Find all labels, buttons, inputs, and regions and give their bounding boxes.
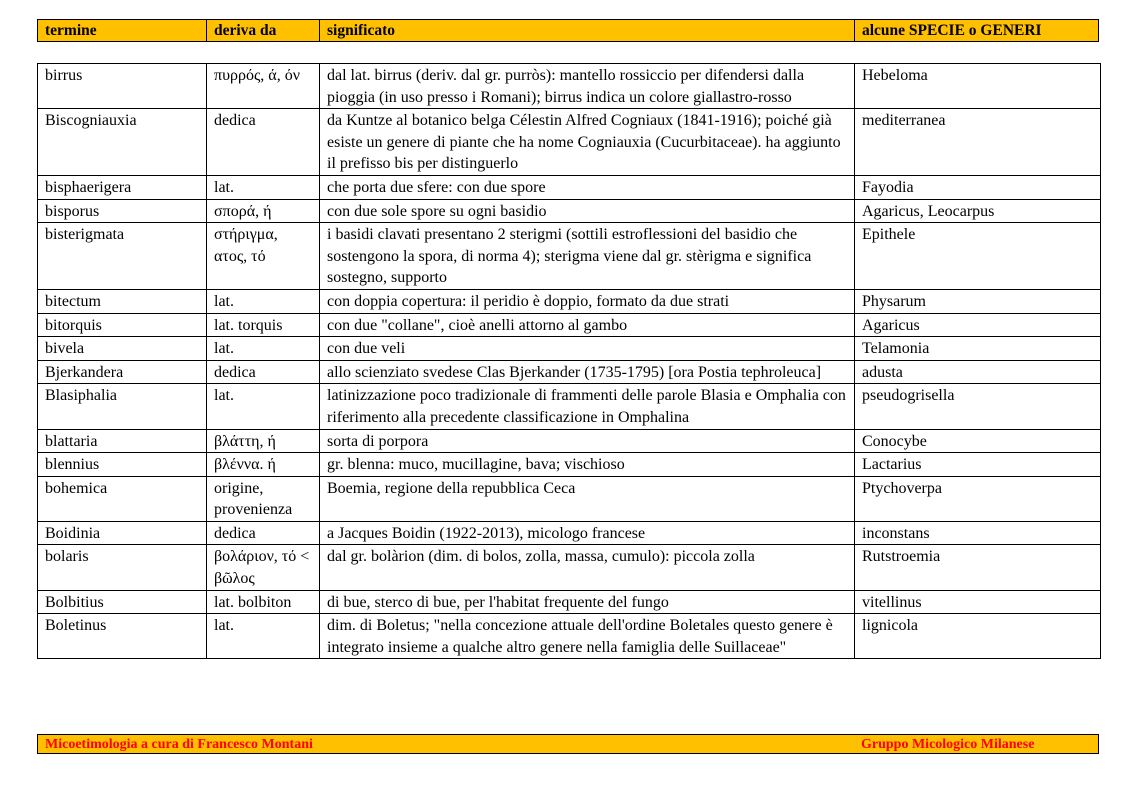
species-cell: mediterranea [855,109,1101,176]
species-cell: pseudogrisella [855,384,1101,429]
term-cell: bolaris [38,545,207,590]
table-row [38,590,1101,614]
table-row [38,289,1101,313]
footer-author: Micoetimologia a cura di Francesco Montani [45,737,313,752]
species-cell: Conocybe [855,429,1101,453]
species-cell: Ptychoverpa [855,476,1101,521]
header-deriva-da: deriva da [206,20,320,41]
footer-bar [37,734,1099,754]
origin-cell: lat. [207,289,320,313]
meaning-cell: latinizzazione poco tradizionale di frammenti delle parole Blasia e Omphalia con riferimento alla precedente classificazione in Omphalina [320,384,855,429]
table-row [38,109,1101,176]
table-row [38,313,1101,337]
meaning-cell: con due "collane", cioè anelli attorno al gambo [320,313,855,337]
origin-cell: βλέννα. ή [207,453,320,477]
meaning-cell: con due sole spore su ogni basidio [320,199,855,223]
table-row [38,521,1101,545]
meaning-cell: a Jacques Boidin (1922-2013), micologo francese [320,521,855,545]
origin-cell: βλάττη, ή [207,429,320,453]
glossary-table [37,63,1101,659]
species-cell: Epithele [855,223,1101,290]
meaning-cell: i basidi clavati presentano 2 sterigmi (sottili estroflessioni del basidio che sostengono la spora, di norma 4); sterigma viene dal gr. stèrigma e significa sostegno, supporto [320,223,855,290]
species-cell: Hebeloma [855,64,1101,109]
species-cell: inconstans [855,521,1101,545]
glossary-table-body [38,64,1101,659]
origin-cell: σπορά, ή [207,199,320,223]
meaning-cell: da Kuntze al botanico belga Célestin Alfred Cogniaux (1841-1916); poiché già esiste un genere di piante che ha nome Cogniauxia (Cucurbitaceae). ha aggiunto il prefisso bis per distinguerlo [320,109,855,176]
table-row [38,360,1101,384]
term-cell: bivela [38,337,207,361]
species-cell: Fayodia [855,175,1101,199]
origin-cell: lat. [207,384,320,429]
species-cell: Telamonia [855,337,1101,361]
term-cell: Boletinus [38,614,207,659]
term-cell: blennius [38,453,207,477]
origin-cell: dedica [207,109,320,176]
species-cell: Rutstroemia [855,545,1101,590]
origin-cell: lat. [207,614,320,659]
meaning-cell: allo scienziato svedese Clas Bjerkander (1735-1795) [ora Postia tephroleuca] [320,360,855,384]
origin-cell: lat. bolbiton [207,590,320,614]
origin-cell: πυρρός, ά, όν [207,64,320,109]
meaning-cell: dim. di Boletus; "nella concezione attuale dell'ordine Boletales questo genere è integrato insieme a qualche altro genere nella famiglia delle Suillaceae" [320,614,855,659]
table-row [38,223,1101,290]
term-cell: Biscogniauxia [38,109,207,176]
term-cell: Boidinia [38,521,207,545]
header-termine: termine [45,22,97,39]
species-cell: lignicola [855,614,1101,659]
table-row [38,64,1101,109]
term-cell: Bolbitius [38,590,207,614]
table-row [38,429,1101,453]
meaning-cell: con due veli [320,337,855,361]
meaning-cell: di bue, sterco di bue, per l'habitat frequente del fungo [320,590,855,614]
species-cell: adusta [855,360,1101,384]
term-cell: bitorquis [38,313,207,337]
meaning-cell: con doppia copertura: il peridio è doppio, formato da due strati [320,289,855,313]
species-cell: Agaricus [855,313,1101,337]
header-significato: significato [319,20,855,41]
term-cell: Blasiphalia [38,384,207,429]
table-row [38,337,1101,361]
meaning-cell: gr. blenna: muco, mucillagine, bava; vischioso [320,453,855,477]
origin-cell: lat. [207,337,320,361]
origin-cell: lat. torquis [207,313,320,337]
term-cell: birrus [38,64,207,109]
table-row [38,199,1101,223]
term-cell: Bjerkandera [38,360,207,384]
origin-cell: dedica [207,360,320,384]
term-cell: bisterigmata [38,223,207,290]
origin-cell: lat. [207,175,320,199]
meaning-cell: dal gr. bolàrion (dim. di bolos, zolla, massa, cumulo): piccola zolla [320,545,855,590]
meaning-cell: dal lat. birrus (deriv. dal gr. purròs): mantello rossiccio per difendersi dalla pioggia (in uso presso i Romani); birrus indica un colore giallastro-rosso [320,64,855,109]
species-cell: vitellinus [855,590,1101,614]
species-cell: Agaricus, Leocarpus [855,199,1101,223]
term-cell: bisporus [38,199,207,223]
origin-cell: dedica [207,521,320,545]
term-cell: bitectum [38,289,207,313]
species-cell: Lactarius [855,453,1101,477]
species-cell: Physarum [855,289,1101,313]
term-cell: blattaria [38,429,207,453]
table-row [38,453,1101,477]
meaning-cell: che porta due sfere: con due spore [320,175,855,199]
table-row [38,545,1101,590]
header-specie-generi: alcune SPECIE o GENERI [854,20,1098,41]
footer-organization: Gruppo Micologico Milanese [861,737,1035,752]
table-row [38,175,1101,199]
term-cell: bohemica [38,476,207,521]
origin-cell: βολάριον, τό < βῶλος [207,545,320,590]
meaning-cell: Boemia, regione della repubblica Ceca [320,476,855,521]
meaning-cell: sorta di porpora [320,429,855,453]
origin-cell: στήριγμα, ατος, τό [207,223,320,290]
table-row [38,614,1101,659]
origin-cell: origine, provenienza [207,476,320,521]
term-cell: bisphaerigera [38,175,207,199]
table-row [38,384,1101,429]
table-header-bar [37,19,1099,42]
table-row [38,476,1101,521]
